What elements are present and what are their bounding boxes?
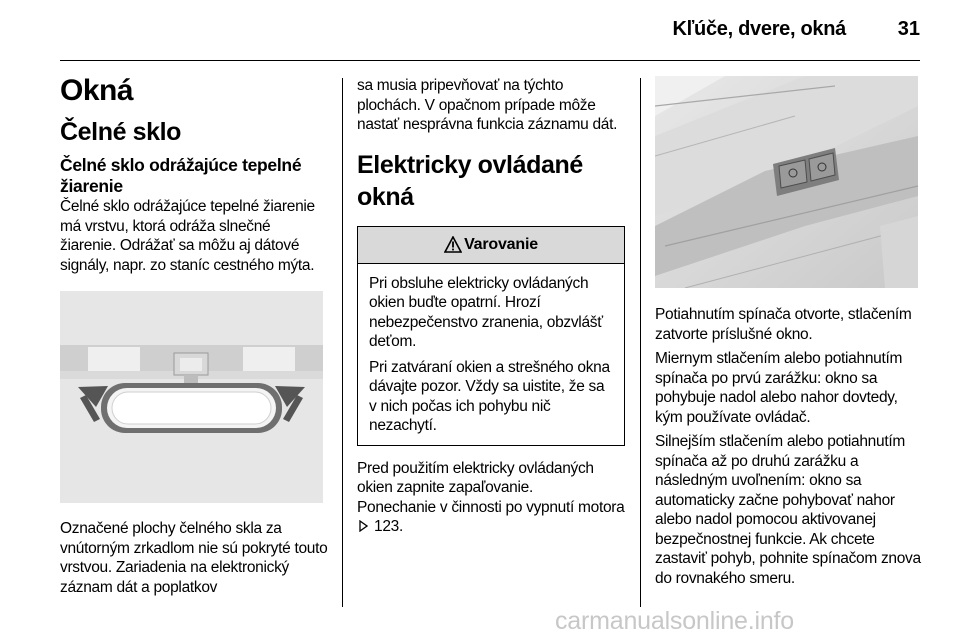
column-2 [357,76,625,537]
watermark: carmanualsonline.info [555,607,795,635]
warning-body [358,264,624,445]
page-number: 31 [897,18,920,40]
column-divider [342,78,343,607]
warning-header [358,227,624,264]
warning-box [357,226,625,446]
ignition-paragraph: Pred použitím elektricky ovládaných okien zapnite zapaľovanie. [357,459,594,496]
figure-caption: Označené plochy čelného skla za vnútorným zrkadlom nie sú pokryté touto vrstvou. Zariadenia na elektronický záznam dát a poplatkov [60,520,328,596]
column-1 [60,68,328,597]
header-rule [60,60,920,61]
section-title-power-windows: Elektricky ovládané okná [357,150,583,211]
window-switch-illustration [655,76,918,288]
windshield-mirror-illustration [60,291,323,503]
switch-paragraph: Silnejším stlačením alebo potiahnutím spínača až po druhú zarážku a následným uvoľnením: okno sa automaticky začne pohybovať nahor alebo nadol pomocou aktivovanej bezpečnostnej funkcie. Ak chcete zastaviť pohyb, pohnite spínačom znova do rovnakého smeru. [655,433,921,587]
switch-paragraph: Potiahnutím spínača otvorte, stlačením zatvorte príslušné okno. [655,306,912,343]
column-divider [640,78,641,607]
switch-paragraph: Miernym stlačením alebo potiahnutím spínača po prvú zarážku: okno sa pohybuje nadol alebo nahor dovtedy, kým používate ovládač. [655,350,903,426]
retained-power-paragraph [357,498,625,537]
intro-paragraph: Čelné sklo odrážajúce tepelné žiarenie má vrstvu, ktorá odráža slnečné žiarenie. Odrážať sa môžu aj dátové signály, napr. zo staníc cestného mýta. [60,198,315,274]
retained-power-text: Ponechanie v činnosti po vypnutí motora [357,498,625,516]
warning-paragraph: Pri obsluhe elektricky ovládaných okien buďte opatrní. Hrozí nebezpečenstvo zranenia, obzvlášť deťom. [369,274,603,350]
column-3 [655,76,923,588]
section-title: Okná [60,74,134,107]
subsection-title: Čelné sklo [60,118,182,146]
continuation-paragraph: sa musia pripevňovať na týchto plochách. V opačnom prípade môže nastať nesprávna funkcia záznamu dát. [357,77,618,133]
warning-paragraph: Pri zatváraní okien a strešného okna dávajte pozor. Vždy sa uistite, že sa v nich počas ich pohybu nič nezachytí. [369,358,610,434]
warning-triangle-icon [444,236,462,253]
page-reference-icon[interactable] [358,518,368,530]
running-header-title: Kľúče, dvere, okná [672,18,846,40]
warning-title: Varovanie [464,235,538,253]
page-reference-number[interactable]: 123. [374,518,403,535]
topic-title: Čelné sklo odrážajúce tepelné žiarenie [60,155,302,196]
